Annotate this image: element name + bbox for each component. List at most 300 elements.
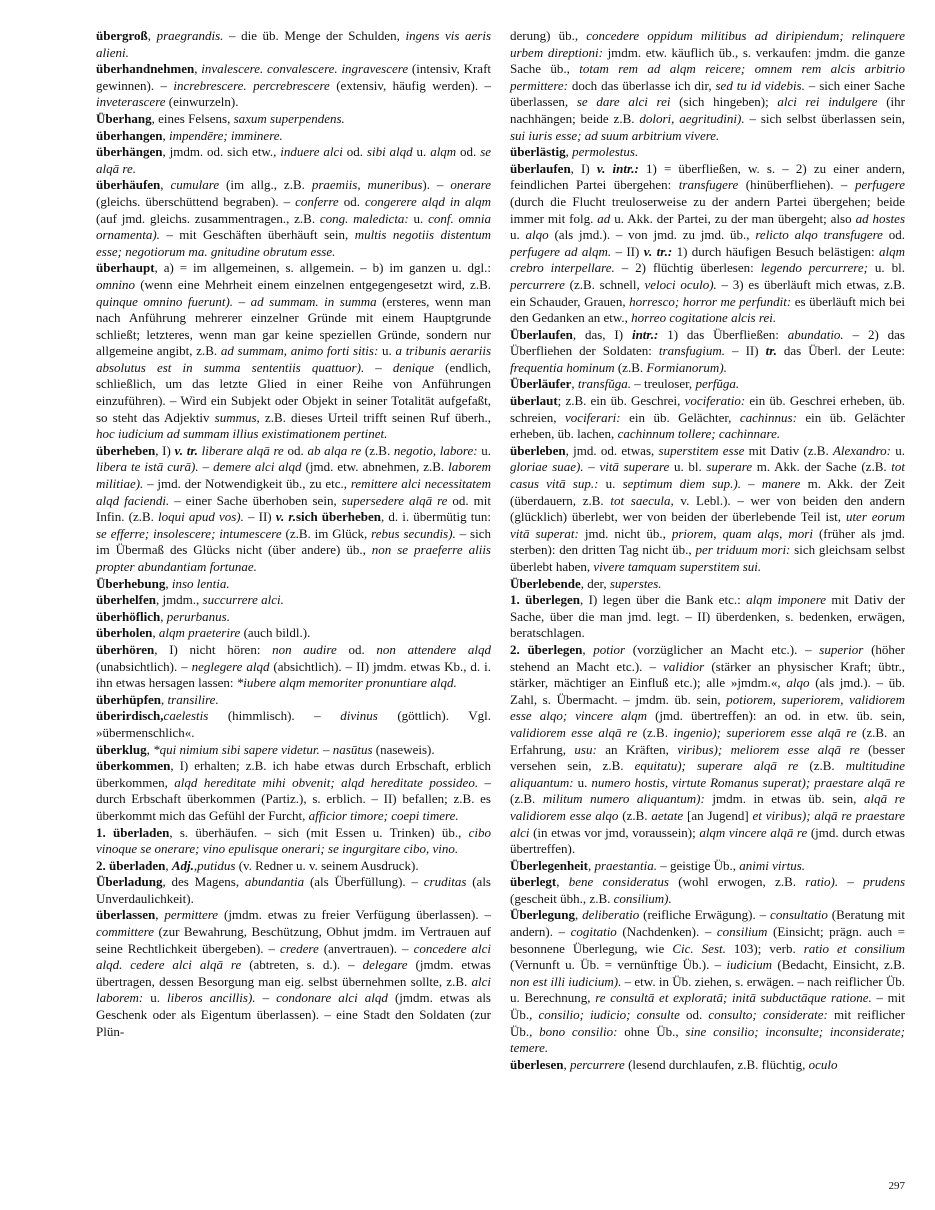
definition-text: (intensiv, Kraft gewinnen). – [96,61,492,93]
definition-text: (als jmd.). – üb. Zahl, s. Übermacht. – jmdm. üb. sein, [510,675,906,707]
definition-text: (himmlisch). – [208,708,341,724]
definition-text: (stärker an physischer Kraft; übtr., stärker, mächtiger an Einfluß etc.); alle »jmdm.«, [510,658,905,691]
headword: überhelfen [96,592,156,608]
definition-text: 1) durch häufigen Besuch belästigen: [672,243,879,259]
latin-term: putidus [197,857,236,873]
latin-term: cumulare [170,177,220,193]
definition-text: doch das überlasse ich dir, [568,77,716,93]
latin-term: abundantia [244,874,305,890]
definition-text: (gleichs. überschüttend begraben). – [96,193,296,209]
latin-term: a tribunis aerariis absolutus est in summa sententiis quattuor). [96,343,492,375]
latin-term: alci laborem: [96,973,491,1006]
definition-text: – 2) das Überfliehen der Soldaten: [510,326,905,359]
latin-term: onerare [450,177,492,193]
latin-term: sui iuris esse; ad suum arbitrium vivere. [510,127,720,143]
latin-term: viribus); meliorem esse alqā re [677,741,860,757]
definition-text: od. [342,144,367,160]
definition-text: (wenn eine Mehrheit einem einzelnen entgegengesetzt wird, z.B. [135,276,491,292]
headword: überlesen [510,1056,564,1072]
entry-uberhang [96,111,491,128]
latin-term: increbrescere. percrebrescere [173,77,330,93]
definition-text: [an Jugend] [683,807,753,823]
definition-text: , s. überhäufen. – sich (mit Essen u. Trinken) üb., [169,824,469,840]
latin-term: concedere oppidum militibus ad diripiendum; relinquere urbem direptioni: [510,28,905,60]
latin-term: alqo [525,227,549,243]
definition-text: (göttlich). Vgl. »übermenschlich«. [96,708,492,740]
definition-text: (Beratung mit andern). – [510,907,905,940]
latin-term: rebus secundis). [371,525,456,541]
definition-text: (z.B. an Erfahrung, [510,724,905,757]
definition-text: (z.B. [798,758,846,774]
latin-term: consilium). [613,890,672,906]
latin-term: ingenio); superiorem esse alqā re [673,724,857,740]
headword: Überladung [96,874,163,890]
definition-text: (Vernunft u. Üb. = vernünftige Üb.). – [510,957,727,973]
definition-text: od. [283,442,308,458]
definition-text: , [147,28,157,43]
latin-term: iudicium [726,957,773,973]
latin-term: multis negotiis distentum esse; negotiorum ma. gnitudine obrutum esse. [96,227,492,259]
definition-text: 1) das Überfließen: [658,326,788,342]
entry-uberhelfen [96,592,491,609]
latin-term: praestantia. [594,857,657,873]
definition-text: – sich selbst überlassen sein, [744,110,905,126]
latin-term: aetate [651,807,684,823]
grammar-label: intr.: [631,326,659,342]
latin-term: credere [280,940,319,956]
definition-text: , [556,874,569,890]
latin-term: transfugere [678,177,739,193]
latin-term: percurrere [569,1056,625,1072]
definition-text: – treuloser, [630,376,696,392]
definition-text: – [364,359,393,375]
definition-text: ein üb. Gelächter, [620,409,740,425]
definition-text: – II) [243,509,276,525]
entry-uberkommen [96,758,491,824]
grammar-label: v. intr.: [596,160,639,176]
latin-term: ratio). – prudens [805,874,906,890]
definition-text: (hinüberfliehen). – [738,177,855,193]
definition-text: – etw. in Üb. ziehen, s. erwägen. – nach reiflicher Üb. u. Berechnung, [510,973,905,1006]
definition-text: (unabsichtlich). – [96,658,192,674]
latin-term: transilire. [167,691,219,707]
latin-term: conferre [295,193,339,209]
entry-1-uberladen [96,825,491,858]
definition-text: u. [477,442,492,458]
latin-term: bono consilio: [539,1023,618,1039]
headword: überhäufen [96,177,161,193]
headword: überlassen [96,907,156,923]
latin-term: gloriae suae). [510,459,584,475]
latin-term: transfŭga. [577,376,631,392]
entry-uberhebung [96,576,491,593]
definition-text: , [193,857,198,873]
definition-text: (reifliche Erwägung). – [639,907,771,923]
latin-term: manere [761,476,801,492]
latin-term: horreo cogitatione alcis rei. [631,310,777,326]
latin-term: summus, [214,409,260,425]
latin-term: cibo vinoque se onerare; vino epulisque onerari; se ingurgitare cibo, vino. [96,824,491,857]
definition-text: (z.B. [361,442,394,458]
latin-term: uter eorum vitā superat: [510,509,905,541]
latin-term: vitā superare [599,459,670,475]
latin-term: congerere alqd in alqm [364,193,491,209]
latin-term: dolori, aegritudini). [639,110,745,126]
definition-text: (gescheit übh., z.B. [510,890,614,906]
definition-text: u. bl. [867,260,905,276]
latin-term: liberos ancillis). – condonare alci alqd [167,990,388,1006]
latin-term: animi virtus. [739,857,806,873]
entry-uberlastig [510,144,905,161]
definition-text: od. [336,641,377,657]
entry-uberhaupt [96,260,491,443]
entry-uberholen [96,625,491,642]
definition-text: (v. Redner u. v. seinem Ausdruck). [235,857,419,873]
latin-term: perfugere [854,177,905,193]
definition-text: (jmdm. etwas übertragen, dessen Besorgung man eig. selbst übernehmen sollte, z.B. [96,957,491,989]
headword: überhängen [96,144,163,160]
latin-term: potiorem, superiorem, validiorem esse alqo; vincere alqm [510,691,905,724]
latin-term: veloci oculo). [644,276,717,292]
definition-text: – die üb. Menge der Schulden, [223,28,406,43]
headword: überheben [96,442,156,458]
entry-2-uberladen [96,858,491,875]
latin-term: frequentia hominum [510,359,615,375]
entry-uberhupfen [96,692,491,709]
headword: überirdisch, [96,708,164,724]
definition-text: (absichtlich). – II) jmdm. etwas Kb., d. i. ihn etwas hersagen lassen: [96,658,491,691]
headword: Überläufer [510,376,572,392]
latin-term: militum numero aliquantum): [542,791,705,807]
latin-term: superare [706,459,753,475]
latin-term: alqo [786,675,810,691]
definition-text: – mit Üb., [510,990,905,1023]
definition-text: (besser versehen sein, z.B. [510,741,905,774]
definition-text: (naseweis). [372,741,435,757]
latin-term: ratio et consilium [803,940,906,956]
latin-term: vociferari: [565,409,621,425]
latin-term: perfugere ad alqm. [510,243,612,259]
latin-term: omnino [96,276,135,292]
definition-text: , [160,177,171,193]
definition-text: jmdm. etw. käuflich üb., s. verkaufen: jmdm. die ganze Sache üb., [510,44,905,77]
entry-uberlesen [510,1057,905,1074]
definition-text: – II) [725,343,766,359]
latin-term: consultatio [770,907,828,923]
entry-uberlaufer [510,376,905,393]
definition-text: , I) [155,442,175,458]
latin-term: neglegere alqd [191,658,270,674]
latin-term: consilio; iudicio; consulte [538,1007,680,1023]
latin-term: abundatio. [787,326,844,342]
definition-text: ein üb. Geschrei erheben, üb. schreien, [510,393,905,425]
definition-text: u. [573,774,592,790]
latin-term: priorem, quam alqs, mori [671,525,813,541]
definition-text: (vorzüglicher an Macht etc.). – [625,641,820,657]
headword: überhüpfen [96,691,162,707]
definition-text: (endlich, schließlich, um das letzte Glied in einer Reihe von Anführungen einzuführen). – Wird ein Subjekt oder Objekt in seiner Totalität aufgefaßt, so steht das Adjektiv [96,359,492,425]
latin-term: impendēre; imminere. [168,127,283,143]
definition-text: , des Magens, [162,874,245,890]
definition-text: ; z.B. ein üb. Geschrei, [557,393,685,409]
definition-text: u. [412,144,431,160]
definition-text: – [740,476,762,492]
definition-text: , a) = im allgemeinen, s. allgemein. – b) im ganzen u. dgl.: [154,260,491,276]
entry-uberlegenheit [510,858,905,875]
latin-term: concedere alci alqd. cedere alci alqā re [96,940,492,973]
latin-term: sibi alqd [366,144,413,160]
latin-term: ad summam, animo forti sitis: [220,343,379,359]
definition-text: das Überl. der Leute: [776,343,905,359]
latin-term: Cic. Sest. [672,940,726,956]
definition-text: (jmdm. etwas als Geschenk oder als Eigentum überlassen). – eine Stadt den Soldaten (zur Plün- [96,990,491,1039]
latin-term: praegrandis. [156,28,224,43]
definition-text: od. [338,193,365,209]
headword: überholen [96,625,153,641]
definition-text: m. Akk. der Zeit (überdauern, z.B. [510,476,905,508]
entry-uberhoflich [96,609,491,626]
definition-text: , I) [570,160,597,176]
latin-term: perurbanus. [166,608,230,624]
definition-text: m. Akk. der Sache (z.B. [752,459,892,475]
definition-text: , I) erhalten; z.B. ich habe etwas durch Erbschaft, erblich überkommen, [96,758,491,790]
headword: überkommen [96,758,171,774]
latin-term: non audire [272,641,337,657]
latin-term: oculo [808,1056,838,1072]
definition-text: (als Unverdaulichkeit). [96,874,491,906]
latin-term: denique [392,359,435,375]
latin-term: percurrere [510,276,565,292]
definition-text: (als jmd.). – von jmd. zu jmd. üb., [548,227,756,243]
headword: Überlegung [510,907,575,923]
latin-term: remittere alci necessitatem alqd faciendi. [96,476,491,508]
latin-term: et viribus); alqā re praestare alci [510,807,905,840]
latin-term: non se praeferre aliis propter abundantiam fortunae. [96,542,491,574]
latin-term: horresco; horror me perfundit: [629,293,792,309]
entry-uberlaufen [510,327,905,377]
entry-uberhangen [96,128,491,145]
grammar-label: v. tr. [174,442,198,458]
entry-uberhangen [96,144,491,177]
latin-term: equitatu); superare alqā re [634,758,799,774]
latin-term: multitudine aliquantum: [510,758,905,790]
latin-term: re consultā et exploratā; initā subductāque ratione. [595,990,872,1006]
definition-text: – sich im Übermaß des Glücks nicht (über andere) üb., [96,525,491,558]
latin-term: cachinnum tollere; cachinnare. [617,426,781,442]
headword: überhangen [96,127,163,143]
entry-continuation [510,28,905,144]
definition-text: 1) = überfließen, w. s. – 2) zu einer andern, feindlichen Partei übergehen: [510,160,905,193]
entry-uberlaufen [510,161,905,327]
definition-text: (ihr nachhängen; beide z.B. [510,94,905,126]
grammar-label: tr. [765,343,777,359]
latin-term: vivere tamquam superstitem sui. [593,559,762,574]
definition-text: es überläuft mich bei den Gedanken an etw., [510,293,905,326]
latin-term: alqm [430,144,457,160]
headword: überlegt [510,874,557,890]
definition-text: (einwurzeln). [165,94,239,110]
definition-text: – 3) es überläuft mich etwas, z.B. ein Schauder, Grauen, [510,276,905,309]
definition-text: u. bl. [669,459,707,475]
definition-text: , I) legen über die Bank etc.: [580,592,747,608]
headword: überklug [96,741,147,757]
left-column [96,28,491,1040]
definition-text: – sich einer Sache überlassen, [510,77,905,110]
definition-text: v. Lebl.). – wer von beiden den andern (glücklich) überlebt, wer von beiden der überlebende Teil ist, [510,492,906,525]
definition-text: , [565,144,573,160]
latin-term: tot saecula, [610,492,674,508]
headword: überlaut [510,393,558,409]
definition-text: , [165,575,172,591]
latin-term: loqui apud vos). [158,509,244,525]
latin-term: ab alqa re [307,442,362,458]
definition-text: , [194,61,202,77]
definition-text: (auf jmd. gleichs. zusammentragen., z.B. [96,210,320,226]
definition-text: jmdm. in etwas üb. sein, [704,791,864,807]
definition-text: u. [143,990,168,1006]
latin-term: superstes. [609,575,662,591]
latin-term: delegare [362,957,408,973]
definition-text: an Kräften, [596,741,678,757]
definition-text: (in etwas vor jmd, voraussein); [529,824,700,840]
definition-text: (Einsicht; prägn. auch = besonnene Überlegung, wie [510,924,905,956]
headword: 1. überlegen [510,592,580,608]
latin-term: se dare alci rei [576,94,671,110]
latin-term: cong. maledicta: [319,210,409,226]
definition-text: od. [679,1007,709,1023]
headword: übergroß [96,28,148,43]
latin-term: perfŭga. [695,376,740,392]
latin-term: se alqā re. [96,144,492,176]
entry-uberirdisch [96,708,491,741]
definition-text: jmd. nicht üb., [578,525,672,541]
latin-term: inveterascere [96,94,166,110]
entry-uberleben [510,443,905,576]
definition-text: u. [510,227,526,243]
definition-text: , I) nicht hören: [154,641,273,657]
latin-term: deliberatio [582,907,640,923]
entry-ubergross [96,28,491,61]
definition-text: (im allg., z.B. [219,177,312,193]
latin-term: validior [663,658,705,674]
entry-uberlassen [96,907,491,1040]
definition-text: u. [890,442,905,458]
headword: überhaupt [96,260,155,276]
latin-term: liberare alqā re [201,442,284,458]
definition-text: , [146,741,154,757]
latin-term: legendo percurrere; [760,260,868,276]
entry-uberlegung [510,907,905,1056]
definition-text: , [587,857,595,873]
latin-term: induere alci [280,144,343,160]
definition-text: od. mit Infin. (z.B. [96,492,491,525]
definition-text: ). – [422,177,451,193]
latin-term: alqm praeterire [158,625,241,641]
latin-term: non est illi iudicium). [510,973,622,989]
definition-text: u. [598,476,623,492]
definition-text: mit Dativ der Sache, über die man jmd. legt. – II) überdenken, s. bedenken, erwägen, beratschlagen. [510,592,905,641]
grammar-label: Adj. [171,857,194,873]
headword: 2. überlegen [510,641,583,657]
definition-text: derung) üb., [510,28,587,43]
definition-text: (Nachdenken). – [616,924,717,940]
definition-text: od. [456,144,481,160]
definition-text: – einer Sache überhoben sein, [169,492,342,508]
definition-text: (jmd. etw. abnehmen, z.B. [301,459,449,475]
latin-term: alqm vincere alqā re [699,824,808,840]
definition-text: mit reiflicher Üb., [510,1007,905,1039]
definition-text: sich gleichsam selbst überlebt haben, [510,542,905,574]
definition-text: (früher als jmd. sterben): den dritten Tag nicht üb., [510,525,905,558]
definition-text: (z.B. [510,791,543,807]
latin-term: cachinnus: [739,409,797,425]
definition-text: ein üb. Gelächter erheben, üb. lachen, [510,409,905,442]
latin-term: hoc iudicium ad summam illius existimationem pertinet. [96,426,388,442]
latin-term: bene consideratus [568,874,669,890]
definition-text: , [582,641,594,657]
latin-term: committere [96,924,154,940]
definition-text: mit Dativ (z.B. [744,442,833,458]
definition-text: (Bedacht, Einsicht, z.B. [772,957,906,973]
definition-text: , d. i. übermütig tun: [381,509,491,525]
definition-text: u. Akk. der Partei, zu der man übergeht; also [610,210,856,226]
definition-text: (abtreten, s. d.). – [241,957,363,973]
definition-text: – 2) flüchtig überlesen: [614,260,761,276]
definition-text: ohne Üb., [617,1023,686,1039]
entry-2-uberlegen [510,642,905,858]
latin-term: consilium [716,924,768,940]
latin-term: demere alci alqd [213,459,302,475]
latin-term: afficior timore; coepi timere. [308,807,459,823]
latin-term: se efferre; insolescere; intumescere [96,525,282,541]
definition-text: – durch Erbschaft überkommen (Partiz.), s. erblich. – II) befallen; z.B. es überkommt mich das Gefühl der Furcht, [96,774,492,823]
headword: 2. überladen [96,857,166,873]
latin-term: inso lentia. [171,575,230,591]
latin-term: negotio, labore: [393,442,478,458]
definition-text: (durch die Flucht treuloserweise zu der andern Partei übergehen; beide immer mit folg. [510,193,905,226]
entry-uberheben [96,443,491,576]
definition-text: , [161,691,168,707]
latin-term: cogitatio [570,924,617,940]
grammar-label: v. r. [275,509,296,525]
definition-text: , jmdm., [155,592,203,608]
definition-text: (z.B. [637,724,674,740]
definition-text: – [198,459,214,475]
definition-text: (auch bildl.). [240,625,311,641]
headword: Überhang [96,110,152,126]
definition-text: , [571,376,578,392]
definition-text: , eines Felsens, [151,110,234,126]
latin-term: supersedere alqā re [341,492,448,508]
definition-text: , [162,127,169,143]
entry-uberhandnehmen [96,61,491,111]
latin-term: *qui nimium sibi sapere videtur. – nasūtus [153,741,373,757]
latin-term: alqā re validiorem esse alqo [510,791,905,823]
latin-term: permittere [164,907,219,923]
definition-text: , das, I) [572,326,632,342]
definition-text: od. [882,227,905,243]
latin-term: superstitem esse [658,442,745,458]
entry-uberlaut [510,393,905,443]
latin-term: praemiis, muneribus [311,177,423,193]
headword: überleben [510,442,566,458]
latin-term: numero hostis, virtute Romanus superat); praestare alqā re [591,774,905,790]
headword: Überlegenheit [510,857,588,873]
definition-text: , der, [580,575,610,591]
latin-term: permolestus. [572,144,639,160]
latin-term: libera te istā curā). [96,459,199,475]
definition-text: (als Überfüllung). – [304,874,424,890]
